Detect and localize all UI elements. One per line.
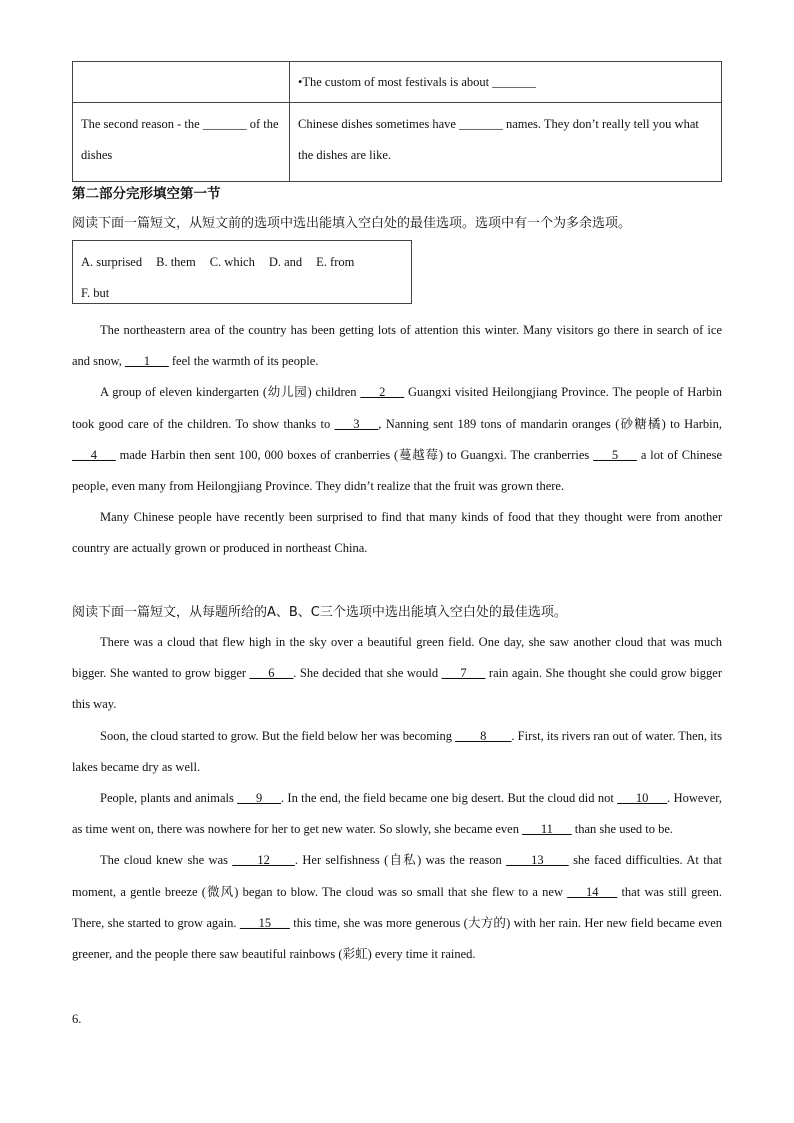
paragraph: The cloud knew she was ____12____. Her selfishness (自私) was the reason ____13____ she faced difficulties. At that moment, a gentle breeze (微风) began to blow. The cloud was so small that she flew to a new ___14___ that was still green. There, she started to grow again. ___15___ this time, she was more generous (大方的) with her rain. Her new field became even greener, and the people there saw beautiful rainbows (彩虹) every time it rained. xyxy=(72,853,722,962)
option-item: A. surprised xyxy=(81,255,143,269)
blank: ___2___ xyxy=(360,385,405,400)
passage-1 xyxy=(72,315,722,565)
option-item: B. them xyxy=(156,255,196,269)
paragraph: The northeastern area of the country has been getting lots of attention this winter. Many visitors go there in search of ice and snow, ___1___ feel the warmth of its people. xyxy=(72,323,722,369)
blank: ____12____ xyxy=(232,853,295,868)
blank: ____8____ xyxy=(455,728,512,743)
blank: ___11___ xyxy=(522,822,572,837)
blank: ___4___ xyxy=(72,447,116,462)
blank: ___15___ xyxy=(239,915,290,930)
blank: ___10___ xyxy=(617,791,668,806)
question-number: 6. xyxy=(72,1012,82,1026)
paragraph: A group of eleven kindergarten (幼儿园) children ___2___ Guangxi visited Heilongjiang Province. The people of Harbin took good care of the children. To show thanks to ___3___, Nanning sent 189 tons of mandarin oranges (砂糖橘) to Harbin, ___4___ made Harbin then sent 100, 000 boxes of cranberries (蔓越莓) to Guangxi. The cranberries ___5___ a lot of Chinese people, even many from Heilongjiang Province. They didn’t realize that the fruit was grown there. xyxy=(72,385,723,494)
blank: ____13____ xyxy=(506,853,569,868)
table-cell: The second reason - the _______ of the dishes xyxy=(73,103,290,182)
table-row xyxy=(73,103,722,182)
paragraph: Soon, the cloud started to grow. But the field below her was becoming ____8____. First, its rivers ran out of water. Then, its lakes became dry as well. xyxy=(72,728,722,774)
blank: ___6___ xyxy=(249,666,294,681)
options-box xyxy=(72,240,412,304)
table-cell: •The custom of most festivals is about _______ xyxy=(290,62,722,103)
table-cell: Chinese dishes sometimes have _______ names. They don’t really tell you what the dishes are like. xyxy=(290,103,722,182)
blank: ___7___ xyxy=(441,666,486,681)
paragraph: Many Chinese people have recently been surprised to find that many kinds of food that they thought were from another country are actually grown or produced in northeast China. xyxy=(72,510,722,556)
option-item: D. and xyxy=(268,255,303,269)
blank: ___1___ xyxy=(125,354,169,369)
paragraph: There was a cloud that flew high in the sky over a beautiful green field. One day, she saw another cloud that was much bigger. She wanted to grow bigger ___6___. She decided that she would ___7___ rain again. She thought she could grow bigger this way. xyxy=(72,635,722,712)
instruction-text: 阅读下面一篇短文，从每题所给的A、B、C三个选项中选出能填入空白处的最佳选项。 xyxy=(72,605,567,620)
option-item: F. but xyxy=(81,286,110,300)
blank: ___3___ xyxy=(334,416,379,431)
table-cell xyxy=(73,62,290,103)
option-item: C. which xyxy=(209,255,255,269)
blank: ___14___ xyxy=(567,884,618,899)
blank: ___5___ xyxy=(593,447,637,462)
passage-2 xyxy=(72,627,722,970)
instruction-text: 阅读下面一篇短文，从短文前的选项中选出能填入空白处的最佳选项。选项中有一个为多余选项。 xyxy=(72,216,632,231)
paragraph: People, plants and animals ___9___. In the end, the field became one big desert. But the cloud did not ___10___. However, as time went on, there was nowhere for her to get new water. So slowly, she became even ___11___ than she used to be. xyxy=(72,791,723,837)
blank: ___9___ xyxy=(237,791,281,806)
option-item: E. from xyxy=(316,255,355,269)
table-row xyxy=(73,62,722,103)
section-heading: 第二部分完形填空第一节 xyxy=(72,186,221,202)
summary-table xyxy=(72,61,722,182)
